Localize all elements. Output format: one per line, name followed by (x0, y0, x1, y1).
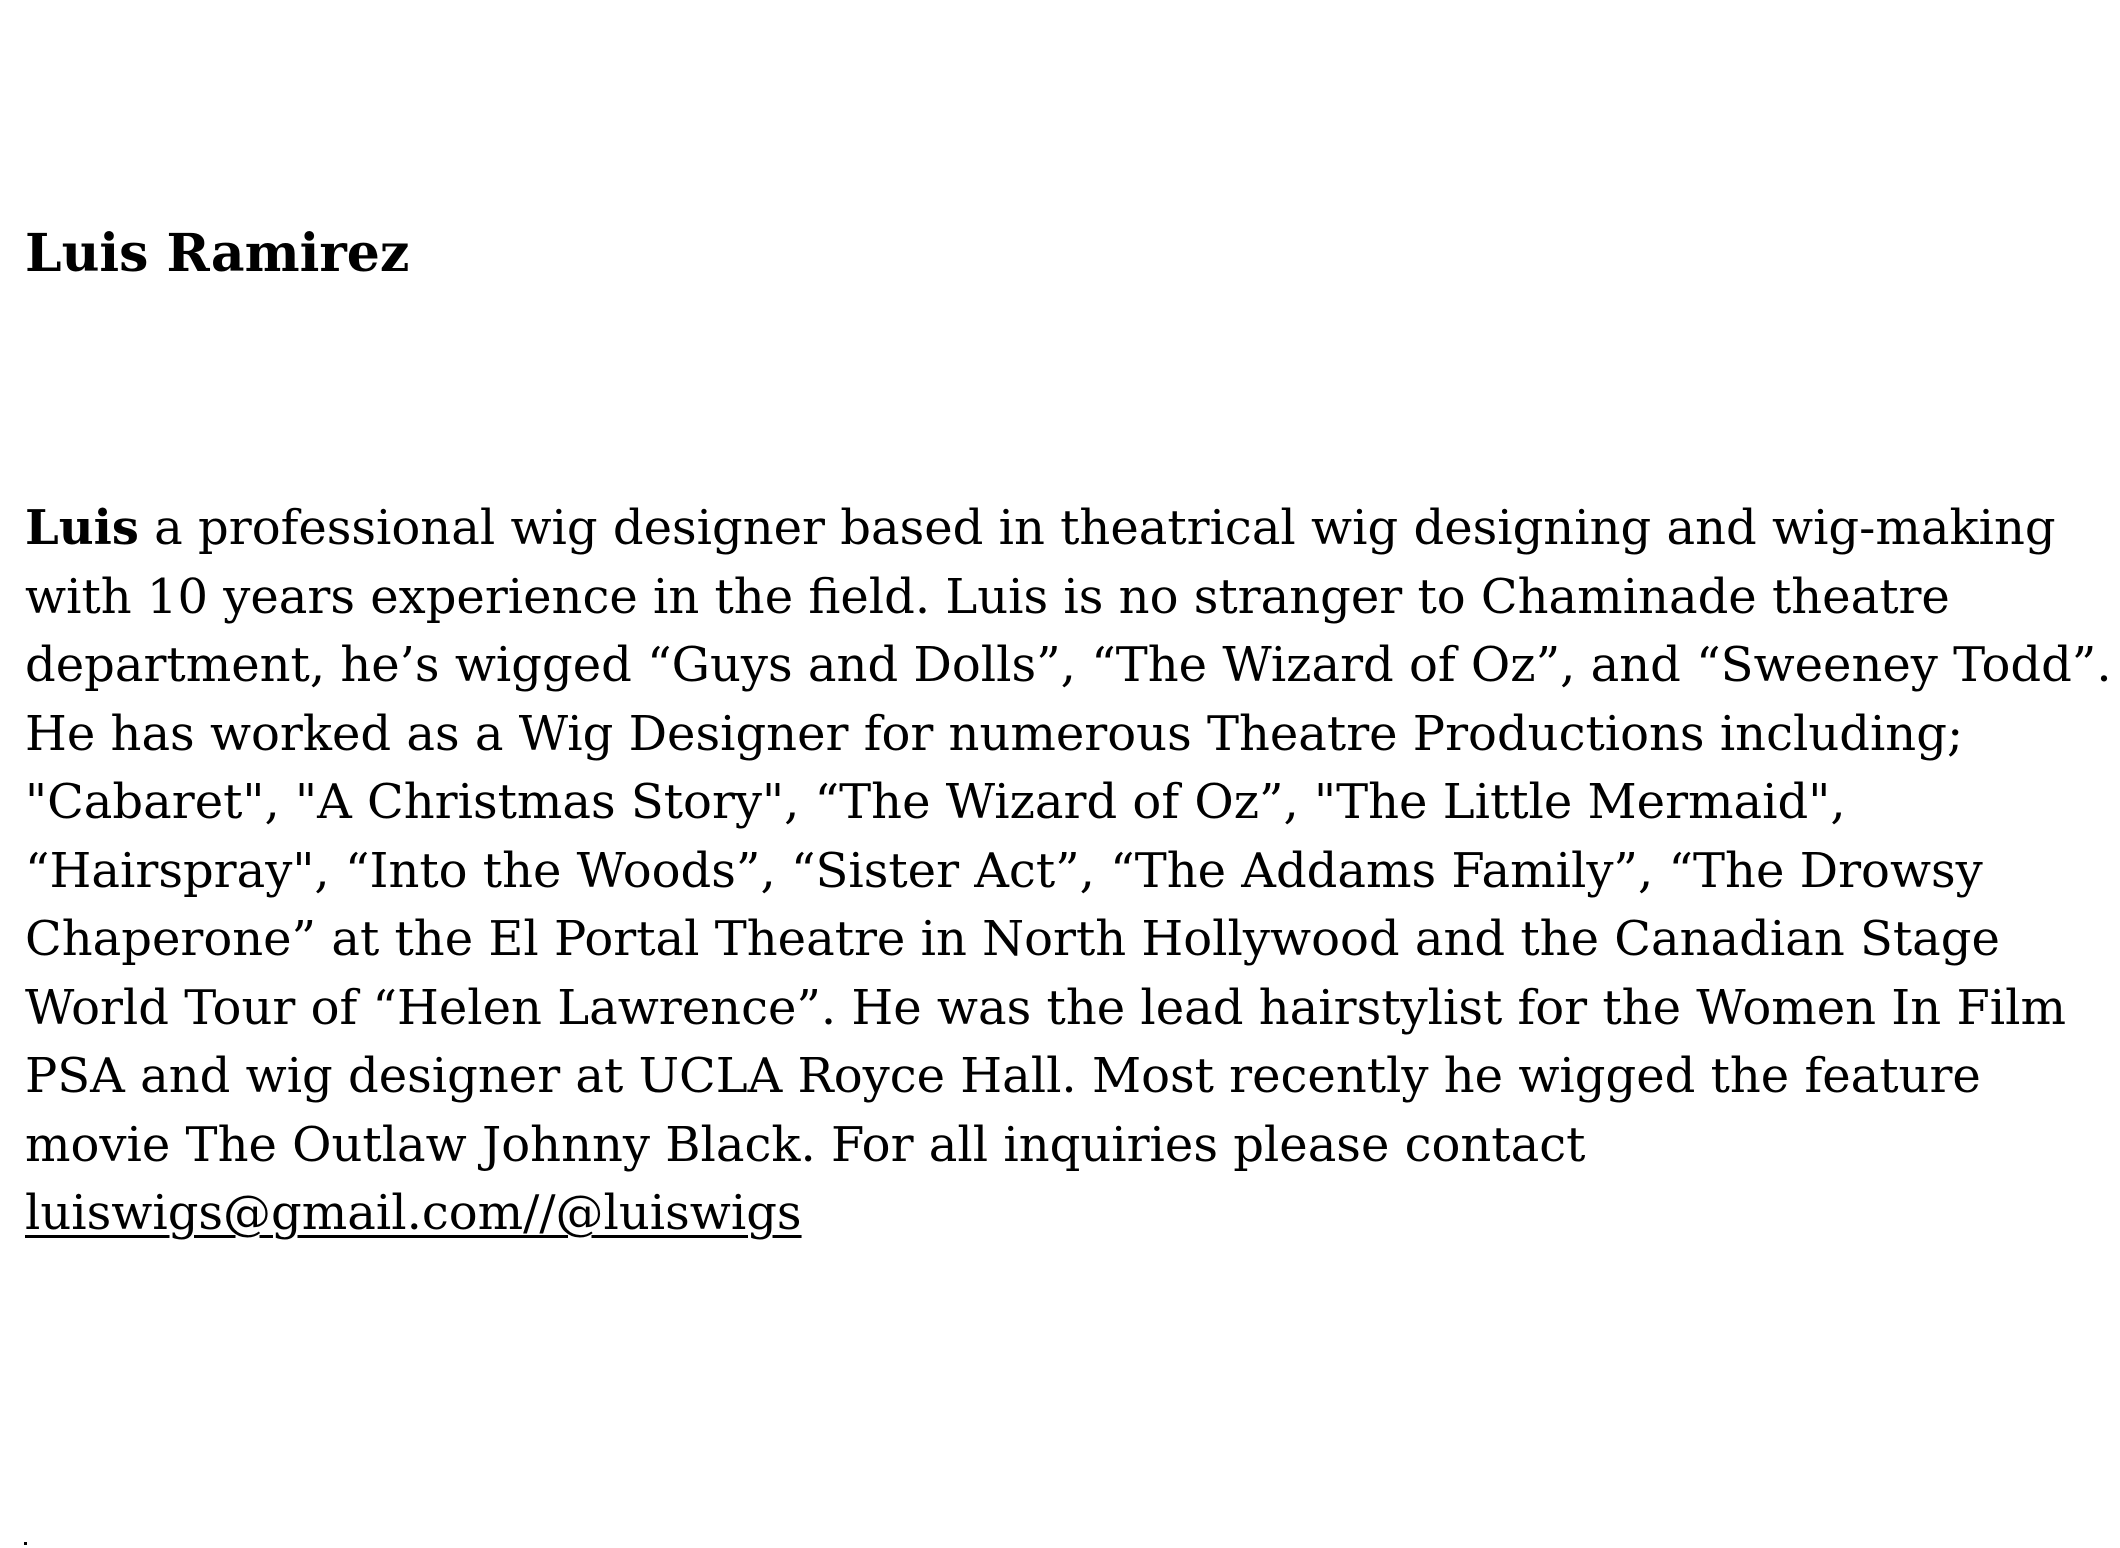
bio-line: World Tour of “Helen Lawrence”. He was the lead hairstylist for the Women In Film (25, 979, 2066, 1036)
bio-line: “Hairspray", “Into the Woods”, “Sister Act”, “The Addams Family”, “The Drowsy (25, 842, 1983, 899)
contact-link[interactable]: luiswigs@gmail.com//@luiswigs (25, 1185, 802, 1241)
bio-line: department, he’s wigged “Guys and Dolls”, “The Wizard of Oz”, and “Sweeney Todd”. (25, 637, 2112, 693)
bio-line: "Cabaret", "A Christmas Story", “The Wizard of Oz”, "The Little Mermaid", (25, 774, 1846, 830)
bio-line: Chaperone” at the El Portal Theatre in North Hollywood and the Canadian Stage (25, 911, 2000, 967)
bio-line: movie The Outlaw Johnny Black. For all inquiries please contact (25, 1116, 1586, 1173)
bio-line: PSA and wig designer at UCLA Royce Hall. Most recently he wigged the feature (25, 1048, 1981, 1104)
bio-line: He has worked as a Wig Designer for numerous Theatre Productions including; (25, 705, 1964, 762)
page-title: Luis Ramirez (25, 223, 410, 284)
bio-line (25, 1179, 2105, 1248)
bio-line: with 10 years experience in the field. Luis is no stranger to Chaminade theatre (25, 568, 1950, 625)
page-corner-mark (24, 1542, 27, 1545)
bio-lead-name: Luis (25, 500, 139, 556)
bio-line-text: a professional wig designer based in theatrical wig designing and wig-making (138, 500, 2056, 556)
bio-line (25, 494, 2105, 563)
bio-paragraph (25, 494, 2112, 1248)
